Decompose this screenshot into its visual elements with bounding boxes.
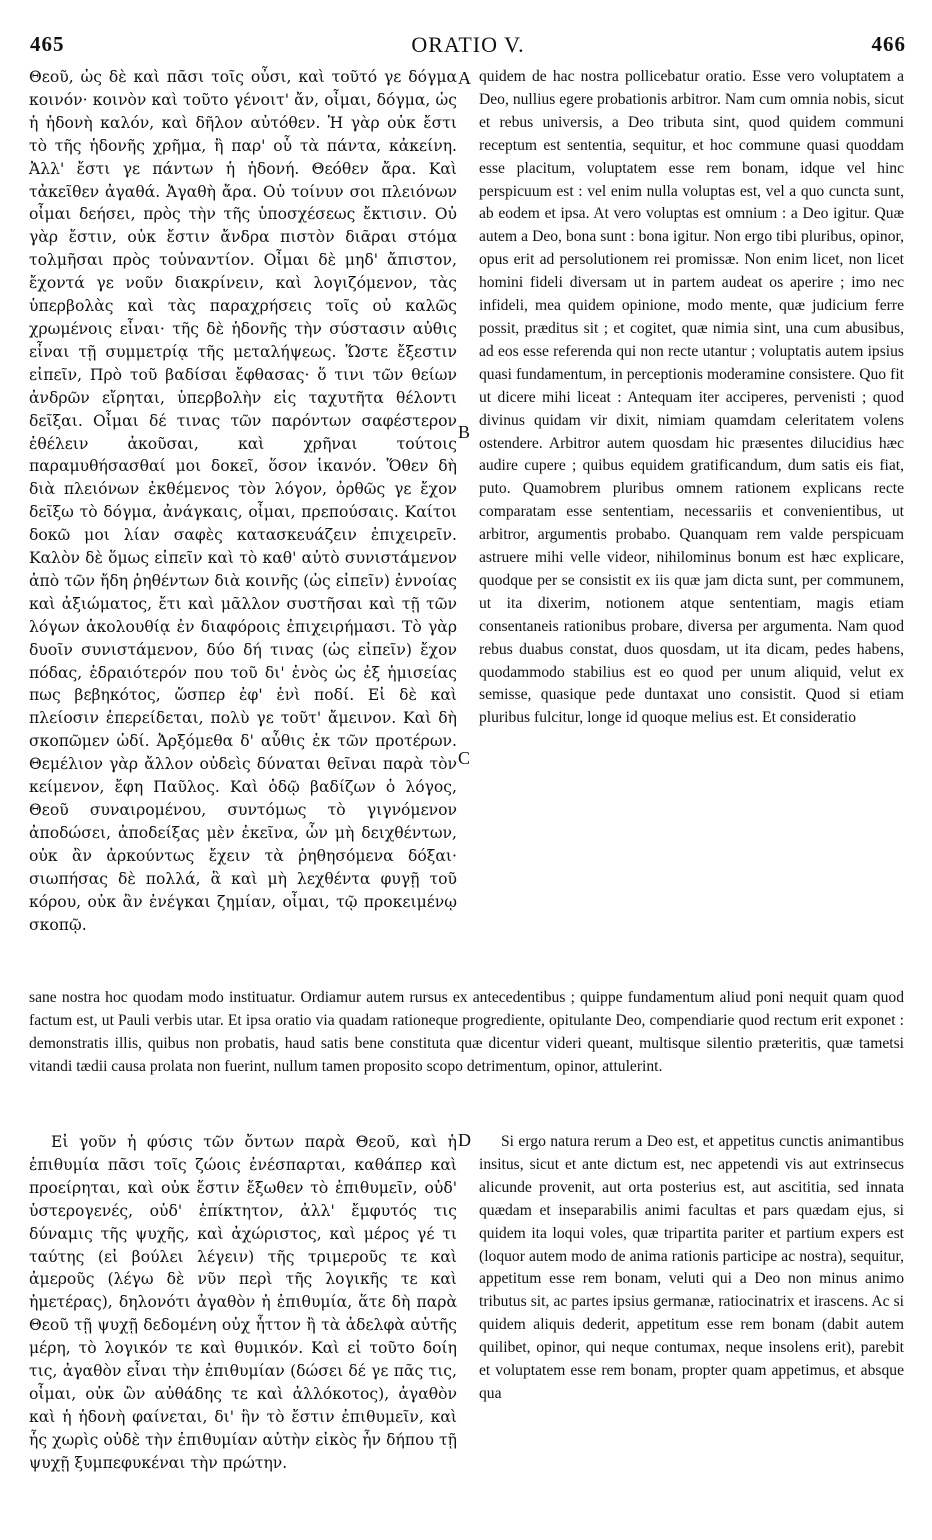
latin-full-width-paragraph [29,987,904,1079]
greek-text-upper: Θεοῦ, ὡς δὲ καὶ πᾶσι τοῖς οὖσι, καὶ τοῦτό γε δόγμα κοινόν· κοινὸν καὶ τοῦτο γένοιτ' ἄν, οἶμαι, δόγμα, ὡς ἡ ἡδονὴ καλόν, καὶ δῆλον αὐτόθεν. Ἡ γὰρ οὐκ ἔστι τὸ τῆς ἡδονῆς χρῆμα, ἢ παρ' οὗ τὰ πάντα, κἀκείνη. Ἀλλ' ἔστι γε πάντων ἡ ἡδονή. Θεόθεν ἄρα. Καὶ τἀκεῖθεν ἀγαθά. Ἀγαθὴ ἄρα. Οὐ τοίνυν σοι πλειόνων οἶμαι δεήσει, πρὸς τὴν τῆς ὑποσχέσεως ἔκτισιν. Οὐ γὰρ ἔστιν, οὐκ ἔστιν ἄνδρα πιστὸν διᾶραι στόμα τολμῆσαι πρὸς τοὐναντίον. Οἶμαι δὲ μηδ' ἄπιστον, ἔχοντά γε νοῦν διακρίνειν, καὶ λογιζόμενον, τὰς ὑπερβολὰς καὶ τὰς παραχρήσεις τοῖς οὐ καλῶς χρωμένοις εἶναι· τῆς δὲ ἡδονῆς τὴν σύστασιν αὐθις εἶναι τῇ συμμετρίᾳ τῆς μεταλήψεως. Ὥστε ἔξεστιν εἰπεῖν, Πρὸ τοῦ βαδίσαι ἔφθασας· ὅ τινι τῶν θείων ἀνδρῶν εἴρηται, ὑπερβολὴν εἰς ταχυτῆτα θέλοντι δεῖξαι. Οἶμαι δέ τινας τῶν παρόντων σαφέστερον ἐθέλειν ἀκοῦσαι, καὶ χρῆναι τούτοις παραμυθήσασθαί μοι δοκεῖ, ὅσον ἱκανόν. Ὅθεν δὴ διὰ πλειόνων ἐκθέμενος τὸν λόγον, ὀρθῶς γε ἔχον δεῖξω τὸ δόγμα, ἀνάγκαις, οἶμαι, πρεπούσαις. Καίτοι δοκῶ μοι λίαν σαφὲς κατασκευάζειν ἐπιχειρεῖν. Καλὸν δὲ ὅμως εἰπεῖν καὶ τὸ καθ' αὐτὸ συνιστάμενον ἀπὸ τῶν ἤδη ῥηθέντων διὰ κοινῆς (ὡς εἰπεῖν) ἐννοίας καὶ ἀξιώματος, ἔτι καὶ μᾶλλον συστῆσαι καὶ τῇ τῶν λόγων ἀκολουθίᾳ ἐν διαφόροις ἐπιχειρήμασι. Τὸ γὰρ δυοῖν συνιστάμενον, δύο δή τινας (ὡς εἰπεῖν) ἔχον πόδας, ἑδραιότερόν που τοῦ δι' ἑνὸς ὡς ἐξ ἡμισείας πως βεβηκότος, ὥσπερ ἐφ' ἑνὶ ποδί. Εἰ δὲ καὶ πλείοσιν ἐπερείδεται, πολὺ γε τοῦτ' ἄμεινον. Καὶ δὴ σκοπῶμεν ὡδί. Ἀρξόμεθα δ' αὖθις ἐκ τῶν προτέρων. Θεμέλιον γὰρ ἄλλον οὐδεὶς δύναται θεῖναι παρὰ τὸν κείμενον, ἔφη Παῦλος. Καὶ ὁδῷ βαδίζων ὁ λόγος, Θεοῦ συναιρομένου, συντόμως τὸ γιγνόμενον ἀποδώσει, ἀποδείξας μὲν ἐκεῖνα, ὧν μὴ δειχθέντων, οὐκ ἂν ἀρκούντως ἔχειν τὰ ῥηθησόμενα δόξαι· σιωπήσας δὲ πολλά, ἃ καὶ μὴ λεχθέντα φυγῇ τοῦ κόρου, οὐκ ἂν ἐνέγκαι ζημίαν, οἶμαι, τῷ προκειμένῳ σκοπῷ. [29,68,457,934]
latin-column-upper [479,66,904,730]
margin-marker-d: D [458,1130,471,1150]
latin-column-lower [479,1131,904,1406]
margin-marker-b: B [458,422,471,442]
latin-text-full: sane nostra hoc quodam modo instituatur. Ordiamur autem rursus ex antecedentibus ; quippe fundamentum aliud poni nequit quam quod factum est, ut Pauli verbis utar. Et ipsa oratio via quadam rationeque progrediente, opitulante Deo, compendiarie quod rectum erit exponet : demonstratis illis, quibus non probatis, haud satis bene constituta quæ dicentur videri queant, multisque silentio præteritis, quæ tametsi vitandi tædii causa prolata non fuerint, nullum tamen proposito scopo detrimentum, opinor, attulerint. [29,989,904,1075]
greek-column-upper [29,66,457,936]
running-title: ORATIO V. [411,32,525,57]
margin-marker-a: A [458,68,471,88]
left-page-number: 465 [30,32,65,56]
greek-text-lower: Εἰ γοῦν ἡ φύσις τῶν ὄντων παρὰ Θεοῦ, καὶ ἡ ἐπιθυμία πᾶσι τοῖς ζώοις ἐνέσπαρται, καθάπερ καὶ προείρηται, καὶ οὐκ ἔστιν ἔξωθεν τὸ ἐπιθυμεῖν, οὐδ' ὑστερογενές, οὐδ' ἐπίκτητον, ἀλλ' ἔμφυτός τις δύναμις τῆς ψυχῆς, καὶ ἀχώριστος, καὶ μέρος γέ τι ταύτης (εἰ βούλει λέγειν) τῆς τριμεροῦς τε καὶ ἀμεροῦς (λέγω δὲ νῦν περὶ τῆς λογικῆς τε καὶ ἡμετέρας), δηλονότι ἀγαθὸν ἡ ἐπιθυμία, ἅτε δὴ παρὰ Θεοῦ τῇ ψυχῇ δεδομένη οὐχ ἧττον ἢ τὰ ἀδελφὰ αὐτῆς μέρη, τὸ λογικόν τε καὶ θυμικόν. Καὶ εἰ τοῦτο δοίη τις, ἀγαθὸν εἶναι τὴν ἐπιθυμίαν (δώσει δέ γε πᾶς τις, οἶμαι, οὐκ ὢν αὐθάδης τε καὶ ἀλλόκοτος), ἀγαθὸν καὶ ἡ ἡδονὴ φαίνεται, δι' ἣν τὸ ἔστιν ἐπιθυμεῖν, καὶ ἧς χωρὶς οὐδὲ τὴν ἐπιθυμίαν αὐτὴν εἰκὸς ἦν δήπου τῇ ψυχῇ ξυμπεφυκέναι τὴν πρώτην. [29,1133,457,1472]
right-page-number: 466 [871,32,906,56]
greek-column-lower [29,1131,457,1475]
margin-marker-c: C [458,748,471,768]
latin-text-lower: Si ergo natura rerum a Deo est, et appetitus cunctis animantibus insitus, sicut et ante dictum est, nec appetendi vis aut extrinsecus alicunde provenit, aut orta posterius est, aut ascititia, sed innata quædam et inseparabilis animi facultas et pars quædam ejus, si quidem ita loqui voles, quæ tripartita pariter et partium expers est (loquor autem modo de anima rationis participe ac nostra), sequitur, appetitum esse rem bonam, veluti qui a Deo non minus animo tributus sit, ac partes ipsius germanæ, ratiocinatrix et irascens. Ac si quidem aliquis dederit, appetitum esse rem bonam (dabit autem quilibet, opinor, qui neque contumax, neque insolens erit), parebit et voluptatem esse rem bonam, propter quam appetimus, et absque qua [479,1133,904,1402]
latin-text-upper: quidem de hac nostra pollicebatur oratio. Esse vero voluptatem a Deo, nullius egere probationis arbitror. Nam cum omnia nobis, sicut et rebus universis, a Deo tributa sint, quod quidem communi receptum est sententia, sequitur, et hoc commune quasi quoddam esse placitum, voluptatem esse rem bonam, idque vel hinc perspicuum est : vel enim nulla voluptas est, vel a quo cuncta sunt, ab eodem et ipsa. At vero voluptas est omnium : a Deo igitur. Quæ autem a Deo, bona sunt : bona igitur. Non ergo tibi pluribus, opinor, opus erit ad persolutionem rei promissæ. Non enim licet, non licet homini fideli diversam ut in partem audeat os aperire ; imo nec infideli, mea quidem opinione, modo mente, quæ judicium ferre possit, præditus sit ; et cogitet, quæ nimia sint, una cum abusibus, ad eos esse referenda qui non recte utantur ; voluptatis autem ipsius quasi fundamentum, in perceptionis moderamine consistere. Quo fit ut dicere mihi liceat : Antequam iter acciperes, pervenisti ; quod divinus quidam vir dixit, nimiam quamdam celeritatem volens ostendere. Arbitror autem quosdam hic præsentes dilucidius hæc audire cupere ; quibus equidem gratificandum, dum satis eis fiat, puto. Quamobrem pluribus omnem rationem explicans recte comparatam esse sententiam, necessariis et convenientibus, ut arbitror, argumentis probabo. Quanquam rem valde perspicuam astruere mihi velle videor, nihilominus bonum est hæc explicare, quodque per se consistit ex iis quæ jam dicta sunt, per communem, ut ita dixerim, notionem atque sententiam, magis etiam consentaneis rationibus probare, diversa per argumenta. Nam quod rebus duabus constat, duos quosdam, ut ita dicam, pedes habens, quodammodo stabilius est eo quod per unum aliquid, velut ex semisse, quasique pede duntaxat uno consistit. Quod si etiam pluribus fulcitur, longe id quoque melius est. Et consideratio [479,68,904,727]
page-header [30,32,906,58]
